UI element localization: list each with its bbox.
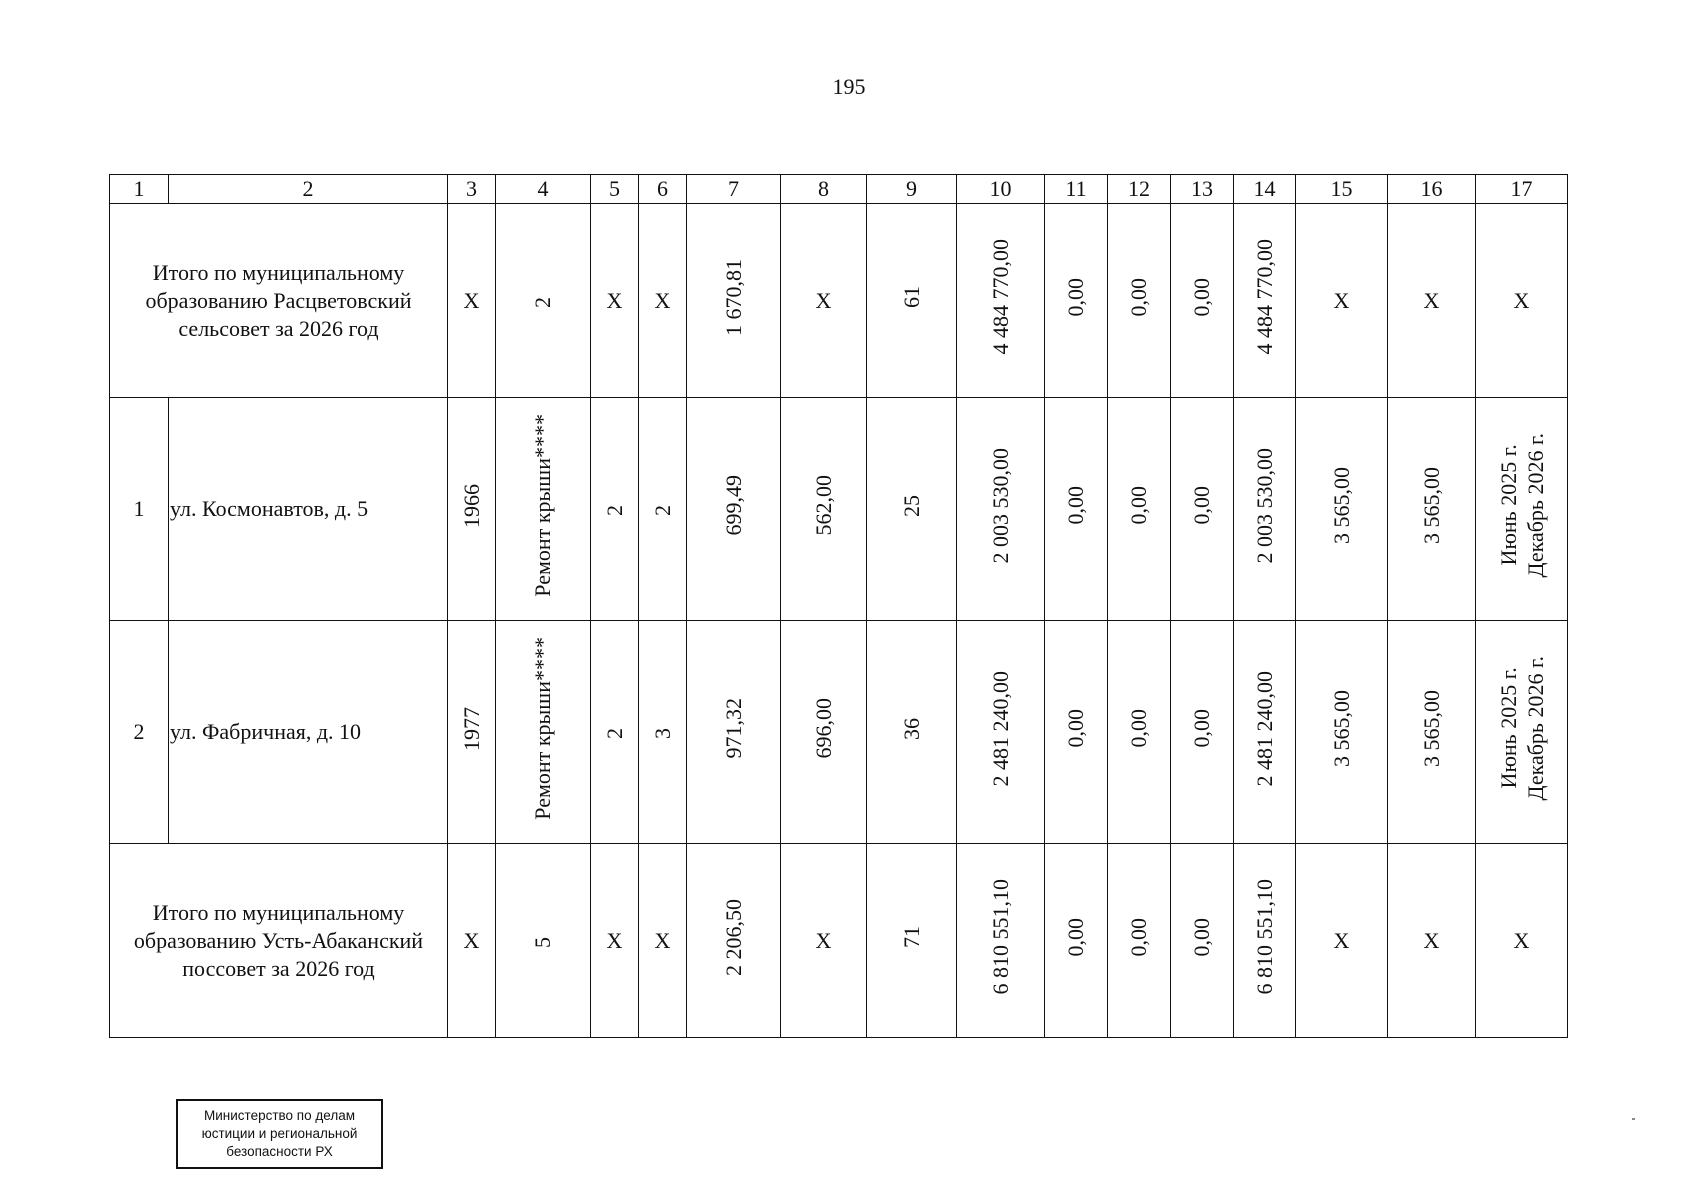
- header-cell: 17: [1476, 175, 1568, 204]
- stamp-line: Министерство по делам: [204, 1108, 355, 1123]
- year-cell: 1977: [458, 706, 484, 751]
- header-cell: 11: [1045, 175, 1108, 204]
- table-cell: 0,00: [1126, 709, 1151, 748]
- total-cell: 2: [530, 296, 555, 308]
- total-cell-wrap: [1234, 204, 1296, 398]
- cell-wrap: [1171, 398, 1234, 621]
- total-cell: 2 206,50: [720, 898, 746, 976]
- table-cell: 2 481 240,00: [1251, 670, 1277, 787]
- total-cell: 71: [898, 926, 924, 948]
- total-cell-wrap: [1108, 204, 1171, 398]
- table-cell: 3 565,00: [1328, 690, 1354, 767]
- header-cell: 14: [1234, 175, 1296, 204]
- table-cell: 3: [649, 728, 675, 739]
- total-label: Итого по муниципальному образованию Усть-Абаканский поссовет за 2026 год: [110, 844, 448, 1038]
- header-cell: 13: [1171, 175, 1234, 204]
- table-cell: 0,00: [1189, 709, 1214, 748]
- header-cell: 2: [169, 175, 448, 204]
- header-cell: 8: [781, 175, 867, 204]
- address-cell: [169, 621, 448, 844]
- header-cell: 5: [591, 175, 639, 204]
- address-text: ул. Фабричная, д. 10: [170, 719, 362, 744]
- cell-wrap: [781, 398, 867, 621]
- header-cell: 1: [110, 175, 169, 204]
- total-cell: 0,00: [1126, 277, 1151, 317]
- cell-wrap: [1108, 621, 1171, 844]
- cell-wrap: [591, 398, 639, 621]
- total-cell: X: [1476, 204, 1568, 398]
- total-cell: X: [1296, 204, 1388, 398]
- table-cell: 699,49: [720, 475, 746, 536]
- cell-wrap: [448, 398, 496, 621]
- cell-wrap: [1045, 621, 1108, 844]
- total-cell: X: [591, 844, 639, 1038]
- cell-wrap: [1476, 398, 1568, 621]
- table-cell: 971,32: [720, 698, 746, 759]
- work-type-cell: Ремонт крыши****: [530, 414, 555, 597]
- total-cell-wrap: [957, 204, 1045, 398]
- period-start: Июнь 2025 г.: [1495, 444, 1521, 567]
- table-cell: 2 003 530,00: [987, 447, 1013, 564]
- cell-wrap: [957, 621, 1045, 844]
- total-cell-wrap: [1045, 204, 1108, 398]
- total-cell: X: [591, 204, 639, 398]
- total-cell: 0,00: [1063, 277, 1088, 317]
- cell-wrap: [1296, 621, 1388, 844]
- total-cell: X: [1388, 844, 1476, 1038]
- total-cell: 0,00: [1189, 277, 1214, 317]
- total-cell: X: [639, 844, 687, 1038]
- year-cell: 1966: [458, 483, 484, 528]
- table-cell: 2: [601, 728, 627, 739]
- page-number: 195: [832, 74, 866, 99]
- row-number: 1: [110, 398, 169, 621]
- total-cell-wrap: [687, 204, 781, 398]
- total-cell-wrap: [957, 844, 1045, 1038]
- table-cell: 0,00: [1126, 486, 1151, 525]
- row-number: 2: [110, 621, 169, 844]
- table-cell: 696,00: [810, 698, 836, 759]
- cell-wrap: [448, 621, 496, 844]
- total-cell-wrap: [1108, 844, 1171, 1038]
- period-cell: [1495, 433, 1549, 577]
- header-cell: 12: [1108, 175, 1171, 204]
- total-cell: X: [1296, 844, 1388, 1038]
- work-type-cell: Ремонт крыши****: [530, 637, 555, 820]
- cell-wrap: [687, 621, 781, 844]
- cell-wrap: [591, 621, 639, 844]
- total-cell: 4 484 770,00: [1251, 239, 1277, 355]
- stamp-line: юстиции и региональной: [201, 1126, 358, 1141]
- table-cell: 25: [898, 494, 924, 517]
- ministry-stamp: [176, 1099, 383, 1169]
- header-cell: 6: [639, 175, 687, 204]
- header-cell: 9: [867, 175, 957, 204]
- cell-wrap: [1234, 398, 1296, 621]
- table-row: [110, 621, 1568, 844]
- total-cell-wrap: [1171, 204, 1234, 398]
- table-cell: 2: [649, 505, 675, 516]
- cell-wrap: [1171, 621, 1234, 844]
- table-cell: 562,00: [810, 475, 836, 536]
- cell-wrap: [1234, 621, 1296, 844]
- total-cell: X: [781, 204, 867, 398]
- cell-wrap: [1476, 621, 1568, 844]
- cell-wrap: [496, 398, 591, 621]
- cell-wrap: [639, 621, 687, 844]
- total-cell: X: [1476, 844, 1568, 1038]
- total-cell: 5: [530, 936, 555, 948]
- total-cell-wrap: [867, 844, 957, 1038]
- table-cell: 36: [898, 717, 924, 740]
- cell-wrap: [867, 398, 957, 621]
- cell-wrap: [639, 398, 687, 621]
- total-cell-wrap: [1045, 844, 1108, 1038]
- total-cell-wrap: [687, 844, 781, 1038]
- table-cell: 0,00: [1063, 709, 1088, 748]
- address-text: ул. Космонавтов, д. 5: [170, 496, 369, 521]
- total-cell-wrap: [1171, 844, 1234, 1038]
- header-cell: 3: [448, 175, 496, 204]
- address-cell: [169, 398, 448, 621]
- total-cell-wrap: [496, 844, 591, 1038]
- total-cell: X: [448, 844, 496, 1038]
- total-cell: 6 810 551,10: [1251, 879, 1277, 995]
- cell-wrap: [1296, 398, 1388, 621]
- total-cell: 0,00: [1126, 917, 1151, 957]
- cell-wrap: [781, 621, 867, 844]
- period-cell: [1495, 656, 1549, 800]
- header-cell: 16: [1388, 175, 1476, 204]
- total-cell: 1 670,81: [720, 258, 746, 336]
- cell-wrap: [1045, 398, 1108, 621]
- table-cell: 2 481 240,00: [987, 670, 1013, 787]
- period-start: Июнь 2025 г.: [1495, 667, 1521, 790]
- total-label: Итого по муниципальному образованию Расцветовский сельсовет за 2026 год: [110, 204, 448, 398]
- table-cell: 3 565,00: [1418, 690, 1444, 767]
- total-cell-wrap: [867, 204, 957, 398]
- table-cell: 2 003 530,00: [1251, 447, 1277, 564]
- header-cell: 4: [496, 175, 591, 204]
- total-cell: 0,00: [1189, 917, 1214, 957]
- total-cell: 6 810 551,10: [987, 879, 1013, 995]
- cell-wrap: [687, 398, 781, 621]
- total-cell-wrap: [1234, 844, 1296, 1038]
- total-cell: 4 484 770,00: [987, 239, 1013, 355]
- total-cell: 0,00: [1063, 917, 1088, 957]
- total-cell-wrap: [496, 204, 591, 398]
- cell-wrap: [1108, 398, 1171, 621]
- cell-wrap: [957, 398, 1045, 621]
- total-cell: X: [1388, 204, 1476, 398]
- cell-wrap: [1388, 621, 1476, 844]
- total-row-rastsvetovsky: [110, 204, 1568, 398]
- scan-speck: [1632, 1118, 1635, 1120]
- header-cell: 10: [957, 175, 1045, 204]
- header-cell: 7: [687, 175, 781, 204]
- total-cell: X: [639, 204, 687, 398]
- capital-repair-table: [109, 174, 1568, 1038]
- period-end: Декабрь 2026 г.: [1522, 433, 1548, 578]
- cell-wrap: [1388, 398, 1476, 621]
- total-cell: X: [781, 844, 867, 1038]
- total-cell: 61: [898, 286, 924, 308]
- cell-wrap: [496, 621, 591, 844]
- stamp-line: безопасности РХ: [226, 1144, 333, 1159]
- total-row-ust-abakansky: [110, 844, 1568, 1038]
- table-cell: 0,00: [1189, 486, 1214, 525]
- table-row: [110, 398, 1568, 621]
- header-cell: 15: [1296, 175, 1388, 204]
- table-cell: 3 565,00: [1418, 467, 1444, 544]
- period-end: Декабрь 2026 г.: [1522, 656, 1548, 801]
- table-cell: 0,00: [1063, 486, 1088, 525]
- cell-wrap: [867, 621, 957, 844]
- header-row: [110, 175, 1568, 204]
- total-cell: X: [448, 204, 496, 398]
- table-cell: 3 565,00: [1328, 467, 1354, 544]
- table-cell: 2: [601, 505, 627, 516]
